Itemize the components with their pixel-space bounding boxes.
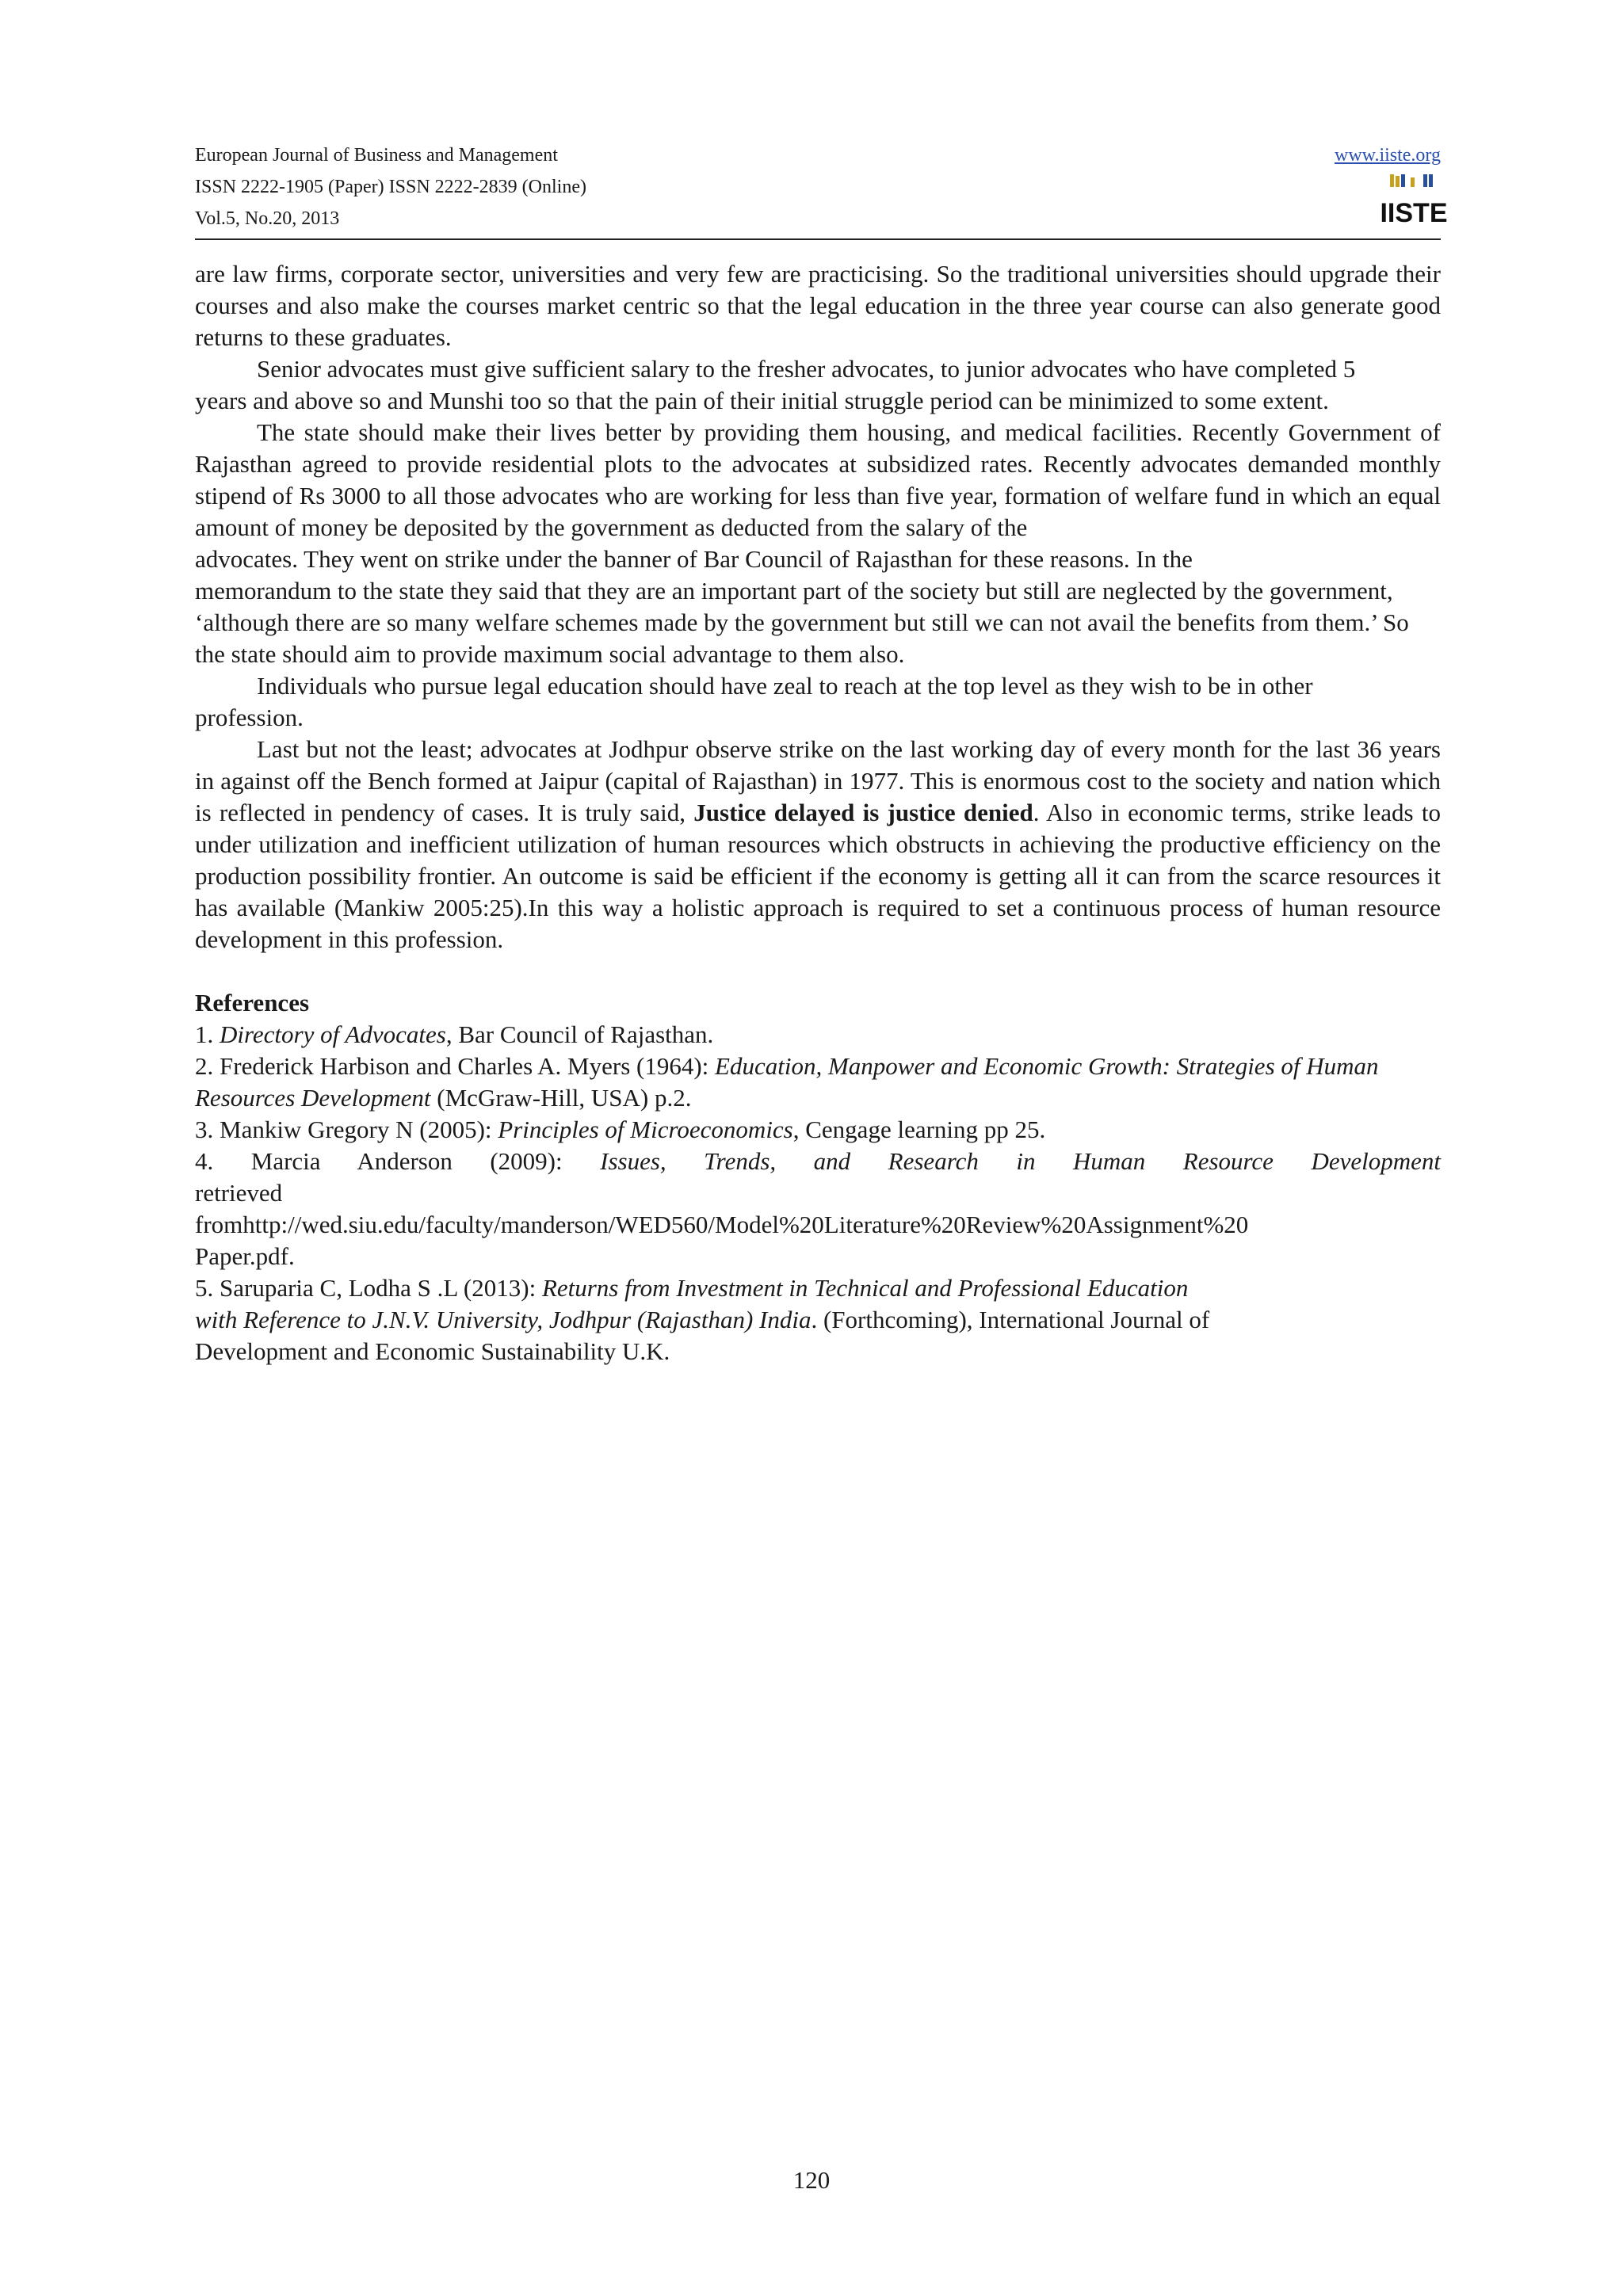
journal-website-link[interactable]: www.iiste.org [1335, 145, 1441, 166]
page-number: 120 [792, 2166, 831, 2194]
reference-3: 3. Mankiw Gregory N (2005): Principles of Microeconomics, Cengage learning pp 25. [195, 1116, 1046, 1143]
paragraph-1: are law firms, corporate sector, universities and very few are practicising. So the traditional universities should upgrade their courses and also make the courses market centric so that the legal education in the three year course can also generate good returns to these graduates. [195, 260, 1441, 351]
journal-name: European Journal of Business and Management [195, 145, 558, 166]
iiste-logo [1380, 173, 1448, 235]
paragraph-3d: ‘although there are so many welfare schemes made by the government but still we can not avail the benefits from them.’ So the state should aim to provide maximum social advantage to them also. [195, 608, 1409, 668]
paragraph-3a: The state should make their lives better by providing them housing, and medical facilities. Recently Government of Rajasthan agreed to provide residential plots to the advocates at subsidized rates. Recently advocates demanded monthly stipend of Rs 3000 to all those advocates who are working for less than five year, formation of welfare fund in which an equal amount of money be deposited by the government as deducted from the salary of the [195, 418, 1441, 541]
reference-5: 5. Saruparia C, Lodha S .L (2013): Returns from Investment in Technical and Professional Education [195, 1274, 1189, 1302]
references-heading: References [195, 989, 310, 1016]
emphasis-justice: Justice delayed is justice denied [693, 799, 1033, 826]
reference-1: 1. Directory of Advocates, Bar Council of Rajasthan. [195, 1020, 714, 1048]
paragraph-3b: advocates. They went on strike under the banner of Bar Council of Rajasthan for these reasons. In the [195, 545, 1193, 573]
reference-4-url: fromhttp://wed.siu.edu/faculty/manderson/WED560/Model%20Literature%20Review%20Assignment%20 [195, 1211, 1249, 1238]
header-rule [195, 238, 1441, 240]
logo-text: IISTE [1380, 198, 1448, 228]
reference-2: 2. Frederick Harbison and Charles A. Myers (1964): Education, Manpower and Economic Growth: Strategies of Human Resources Development (McGraw-Hill, USA) p.2. [195, 1052, 1379, 1112]
reference-5-journal: Development and Economic Sustainability U.K. [195, 1337, 670, 1365]
paragraph-2b: years and above so and Munshi too so that the pain of their initial struggle period can be minimized to some extent. [195, 387, 1329, 414]
page-header [195, 139, 1448, 236]
paragraph-4a: Individuals who pursue legal education should have zeal to reach at the top level as they wish to be in other [257, 672, 1313, 700]
paragraph-2a: Senior advocates must give sufficient salary to the fresher advocates, to junior advocates who have completed 5 [257, 355, 1356, 383]
paragraph-3c: memorandum to the state they said that they are an important part of the society but still are neglected by the government, [195, 577, 1393, 605]
paragraph-4b: profession. [195, 704, 304, 731]
paragraph-5: Last but not the least; advocates at Jodhpur observe strike on the last working day of every month for the last 36 years in against off the Bench formed at Jaipur (capital of Rajasthan) in 1977. This is enormous cost to the society and nation which is reflected in pendency of cases. It is truly said, Justice delayed is justice denied. Also in economic terms, strike leads to under utilization and inefficient utilization of human resources which obstructs in achieving the productive efficiency on the production possibility frontier. An outcome is said be efficient if the economy is getting all it can from the scarce resources it has available (Mankiw 2005:25).In this way a holistic approach is required to set a continuous process of human resource development in this profession. [195, 735, 1441, 953]
reference-4-retrieved: retrieved [195, 1179, 283, 1207]
issn-line: ISSN 2222-1905 (Paper) ISSN 2222-2839 (Online) [195, 177, 586, 197]
article-body [195, 258, 1441, 1367]
volume-line: Vol.5, No.20, 2013 [195, 208, 340, 229]
reference-4: 4. Marcia Anderson (2009): Issues, Trends, and Research in Human Resource Development [195, 1147, 1441, 1175]
reference-4-file: Paper.pdf. [195, 1242, 295, 1270]
reference-5-cont: with Reference to J.N.V. University, Jodhpur (Rajasthan) India. (Forthcoming), International Journal of [195, 1306, 1210, 1333]
